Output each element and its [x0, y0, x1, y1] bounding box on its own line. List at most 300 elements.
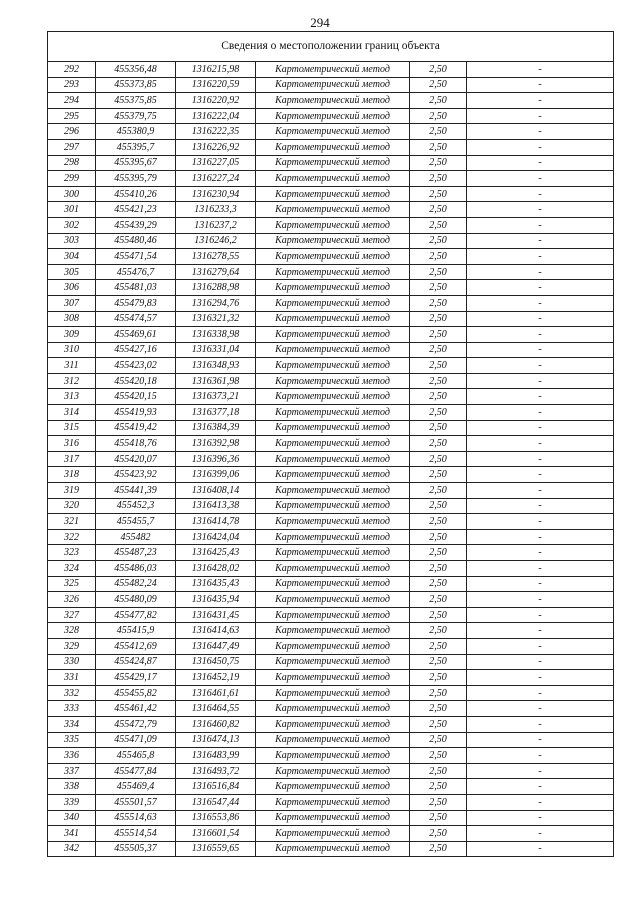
cell-coordinate-y: 1316435,43: [176, 576, 256, 592]
cell-description: -: [467, 794, 614, 810]
cell-coordinate-y: 1316321,32: [176, 311, 256, 327]
table-row: [48, 654, 614, 670]
cell-accuracy: 2,50: [410, 77, 467, 93]
cell-coordinate-x: 455477,82: [96, 607, 176, 623]
cell-point-number: 317: [48, 451, 96, 467]
cell-point-number: 292: [48, 62, 96, 78]
cell-coordinate-x: 455452,3: [96, 498, 176, 514]
cell-description: -: [467, 654, 614, 670]
table-row: [48, 327, 614, 343]
cell-method: Картометрический метод: [256, 420, 410, 436]
cell-point-number: 295: [48, 108, 96, 124]
cell-point-number: 324: [48, 561, 96, 577]
cell-point-number: 318: [48, 467, 96, 483]
cell-point-number: 298: [48, 155, 96, 171]
cell-description: -: [467, 498, 614, 514]
cell-method: Картометрический метод: [256, 841, 410, 857]
cell-coordinate-y: 1316414,78: [176, 514, 256, 530]
table-row: [48, 623, 614, 639]
cell-coordinate-y: 1316348,93: [176, 358, 256, 374]
cell-point-number: 329: [48, 638, 96, 654]
cell-coordinate-x: 455472,79: [96, 716, 176, 732]
cell-coordinate-x: 455419,93: [96, 405, 176, 421]
cell-accuracy: 2,50: [410, 405, 467, 421]
cell-accuracy: 2,50: [410, 155, 467, 171]
cell-accuracy: 2,50: [410, 498, 467, 514]
cell-coordinate-y: 1316373,21: [176, 389, 256, 405]
table-row: [48, 451, 614, 467]
page-number: 294: [310, 15, 330, 30]
cell-description: -: [467, 779, 614, 795]
cell-coordinate-y: 1316559,65: [176, 841, 256, 857]
table-title: Сведения о местоположении границ объекта: [48, 32, 614, 62]
cell-description: -: [467, 592, 614, 608]
table-row: [48, 249, 614, 265]
cell-point-number: 337: [48, 763, 96, 779]
cell-method: Картометрический метод: [256, 202, 410, 218]
table-row: [48, 389, 614, 405]
cell-coordinate-x: 455486,03: [96, 561, 176, 577]
cell-accuracy: 2,50: [410, 451, 467, 467]
cell-method: Картометрический метод: [256, 186, 410, 202]
cell-coordinate-x: 455471,09: [96, 732, 176, 748]
cell-point-number: 303: [48, 233, 96, 249]
cell-accuracy: 2,50: [410, 249, 467, 265]
cell-accuracy: 2,50: [410, 545, 467, 561]
cell-coordinate-y: 1316226,92: [176, 139, 256, 155]
table-row: [48, 592, 614, 608]
cell-description: -: [467, 810, 614, 826]
table-row: [48, 841, 614, 857]
cell-method: Картометрический метод: [256, 264, 410, 280]
table-row: [48, 638, 614, 654]
cell-description: -: [467, 405, 614, 421]
cell-coordinate-y: 1316396,36: [176, 451, 256, 467]
cell-coordinate-x: 455487,23: [96, 545, 176, 561]
cell-point-number: 314: [48, 405, 96, 421]
table-row: [48, 685, 614, 701]
cell-description: -: [467, 389, 614, 405]
table-row: [48, 186, 614, 202]
cell-coordinate-x: 455373,85: [96, 77, 176, 93]
cell-coordinate-x: 455356,48: [96, 62, 176, 78]
cell-coordinate-y: 1316483,99: [176, 748, 256, 764]
cell-accuracy: 2,50: [410, 171, 467, 187]
cell-description: -: [467, 420, 614, 436]
table-row: [48, 561, 614, 577]
table-row: [48, 514, 614, 530]
cell-coordinate-y: 1316377,18: [176, 405, 256, 421]
cell-coordinate-x: 455410,26: [96, 186, 176, 202]
cell-coordinate-y: 1316428,02: [176, 561, 256, 577]
cell-description: -: [467, 358, 614, 374]
cell-description: -: [467, 233, 614, 249]
cell-coordinate-y: 1316474,13: [176, 732, 256, 748]
cell-coordinate-y: 1316450,75: [176, 654, 256, 670]
cell-coordinate-y: 1316288,98: [176, 280, 256, 296]
cell-coordinate-x: 455420,18: [96, 373, 176, 389]
cell-accuracy: 2,50: [410, 436, 467, 452]
cell-coordinate-y: 1316294,76: [176, 295, 256, 311]
cell-coordinate-y: 1316493,72: [176, 763, 256, 779]
table-row: [48, 732, 614, 748]
cell-method: Картометрический метод: [256, 561, 410, 577]
table-row: [48, 124, 614, 140]
cell-point-number: 319: [48, 483, 96, 499]
cell-description: -: [467, 514, 614, 530]
cell-point-number: 330: [48, 654, 96, 670]
cell-coordinate-x: 455469,4: [96, 779, 176, 795]
cell-accuracy: 2,50: [410, 607, 467, 623]
cell-description: -: [467, 716, 614, 732]
cell-coordinate-x: 455505,37: [96, 841, 176, 857]
cell-accuracy: 2,50: [410, 295, 467, 311]
cell-accuracy: 2,50: [410, 420, 467, 436]
cell-coordinate-x: 455379,75: [96, 108, 176, 124]
table-row: [48, 62, 614, 78]
table-row: [48, 779, 614, 795]
cell-coordinate-y: 1316222,04: [176, 108, 256, 124]
cell-coordinate-y: 1316220,59: [176, 77, 256, 93]
cell-description: -: [467, 108, 614, 124]
cell-coordinate-x: 455421,23: [96, 202, 176, 218]
cell-coordinate-x: 455469,61: [96, 327, 176, 343]
cell-accuracy: 2,50: [410, 716, 467, 732]
cell-method: Картометрический метод: [256, 77, 410, 93]
cell-coordinate-y: 1316460,82: [176, 716, 256, 732]
cell-coordinate-y: 1316516,84: [176, 779, 256, 795]
cell-method: Картометрический метод: [256, 514, 410, 530]
table-row: [48, 155, 614, 171]
cell-coordinate-y: 1316230,94: [176, 186, 256, 202]
table-row: [48, 545, 614, 561]
cell-method: Картометрический метод: [256, 592, 410, 608]
cell-accuracy: 2,50: [410, 701, 467, 717]
cell-accuracy: 2,50: [410, 327, 467, 343]
cell-accuracy: 2,50: [410, 467, 467, 483]
cell-point-number: 323: [48, 545, 96, 561]
cell-description: -: [467, 342, 614, 358]
cell-description: -: [467, 638, 614, 654]
cell-method: Картометрический метод: [256, 217, 410, 233]
cell-coordinate-x: 455423,92: [96, 467, 176, 483]
cell-coordinate-x: 455423,02: [96, 358, 176, 374]
cell-coordinate-x: 455415,9: [96, 623, 176, 639]
cell-coordinate-x: 455501,57: [96, 794, 176, 810]
cell-method: Картометрический метод: [256, 748, 410, 764]
cell-coordinate-x: 455474,57: [96, 311, 176, 327]
cell-description: -: [467, 264, 614, 280]
cell-accuracy: 2,50: [410, 139, 467, 155]
cell-point-number: 327: [48, 607, 96, 623]
table-row: [48, 77, 614, 93]
cell-coordinate-y: 1316414,63: [176, 623, 256, 639]
cell-description: -: [467, 467, 614, 483]
cell-accuracy: 2,50: [410, 826, 467, 842]
cell-description: -: [467, 155, 614, 171]
cell-coordinate-y: 1316447,49: [176, 638, 256, 654]
boundary-coordinates-table: [47, 31, 614, 857]
cell-point-number: 302: [48, 217, 96, 233]
table-row: [48, 108, 614, 124]
cell-coordinate-x: 455514,54: [96, 826, 176, 842]
cell-accuracy: 2,50: [410, 264, 467, 280]
cell-point-number: 309: [48, 327, 96, 343]
cell-description: -: [467, 607, 614, 623]
table-row: [48, 826, 614, 842]
cell-point-number: 335: [48, 732, 96, 748]
table-row: [48, 342, 614, 358]
table-row: [48, 139, 614, 155]
cell-method: Картометрический метод: [256, 451, 410, 467]
cell-description: -: [467, 93, 614, 109]
cell-description: -: [467, 701, 614, 717]
cell-coordinate-y: 1316361,98: [176, 373, 256, 389]
cell-description: -: [467, 623, 614, 639]
cell-coordinate-x: 455481,03: [96, 280, 176, 296]
cell-coordinate-x: 455461,42: [96, 701, 176, 717]
cell-coordinate-y: 1316408,14: [176, 483, 256, 499]
cell-coordinate-x: 455455,82: [96, 685, 176, 701]
cell-point-number: 334: [48, 716, 96, 732]
cell-point-number: 328: [48, 623, 96, 639]
cell-point-number: 306: [48, 280, 96, 296]
cell-accuracy: 2,50: [410, 779, 467, 795]
cell-coordinate-x: 455420,07: [96, 451, 176, 467]
cell-coordinate-y: 1316331,04: [176, 342, 256, 358]
cell-method: Картометрический метод: [256, 529, 410, 545]
cell-coordinate-x: 455480,46: [96, 233, 176, 249]
cell-method: Картометрический метод: [256, 389, 410, 405]
cell-coordinate-x: 455395,67: [96, 155, 176, 171]
table-row: [48, 794, 614, 810]
cell-coordinate-y: 1316338,98: [176, 327, 256, 343]
table-row: [48, 716, 614, 732]
cell-coordinate-y: 1316246,2: [176, 233, 256, 249]
table-row: [48, 529, 614, 545]
cell-accuracy: 2,50: [410, 202, 467, 218]
cell-method: Картометрический метод: [256, 311, 410, 327]
cell-accuracy: 2,50: [410, 373, 467, 389]
cell-description: -: [467, 202, 614, 218]
cell-point-number: 320: [48, 498, 96, 514]
cell-coordinate-x: 455455,7: [96, 514, 176, 530]
cell-coordinate-y: 1316425,43: [176, 545, 256, 561]
cell-description: -: [467, 483, 614, 499]
cell-coordinate-x: 455424,87: [96, 654, 176, 670]
table-row: [48, 373, 614, 389]
cell-method: Картометрический метод: [256, 701, 410, 717]
cell-coordinate-x: 455380,9: [96, 124, 176, 140]
table-row: [48, 405, 614, 421]
cell-point-number: 297: [48, 139, 96, 155]
cell-accuracy: 2,50: [410, 62, 467, 78]
cell-point-number: 312: [48, 373, 96, 389]
boundary-table-container: [47, 31, 613, 857]
cell-method: Картометрический метод: [256, 638, 410, 654]
cell-accuracy: 2,50: [410, 654, 467, 670]
cell-coordinate-x: 455482,24: [96, 576, 176, 592]
cell-coordinate-y: 1316227,05: [176, 155, 256, 171]
cell-accuracy: 2,50: [410, 732, 467, 748]
cell-method: Картометрический метод: [256, 249, 410, 265]
cell-coordinate-y: 1316464,55: [176, 701, 256, 717]
cell-point-number: 293: [48, 77, 96, 93]
table-row: [48, 358, 614, 374]
cell-coordinate-y: 1316413,38: [176, 498, 256, 514]
cell-coordinate-x: 455418,76: [96, 436, 176, 452]
cell-accuracy: 2,50: [410, 514, 467, 530]
cell-point-number: 313: [48, 389, 96, 405]
cell-accuracy: 2,50: [410, 389, 467, 405]
cell-method: Картометрический метод: [256, 342, 410, 358]
table-body: [48, 62, 614, 857]
cell-accuracy: 2,50: [410, 217, 467, 233]
cell-method: Картометрический метод: [256, 373, 410, 389]
cell-accuracy: 2,50: [410, 841, 467, 857]
cell-description: -: [467, 186, 614, 202]
cell-description: -: [467, 826, 614, 842]
cell-description: -: [467, 841, 614, 857]
cell-coordinate-y: 1316215,98: [176, 62, 256, 78]
cell-description: -: [467, 249, 614, 265]
cell-accuracy: 2,50: [410, 794, 467, 810]
cell-method: Картометрический метод: [256, 716, 410, 732]
cell-method: Картометрический метод: [256, 607, 410, 623]
cell-coordinate-y: 1316237,2: [176, 217, 256, 233]
cell-method: Картометрический метод: [256, 467, 410, 483]
table-row: [48, 576, 614, 592]
cell-method: Картометрический метод: [256, 810, 410, 826]
table-row: [48, 311, 614, 327]
cell-accuracy: 2,50: [410, 576, 467, 592]
cell-coordinate-x: 455439,29: [96, 217, 176, 233]
cell-accuracy: 2,50: [410, 342, 467, 358]
cell-coordinate-x: 455412,69: [96, 638, 176, 654]
cell-description: -: [467, 327, 614, 343]
cell-method: Картометрический метод: [256, 826, 410, 842]
cell-method: Картометрический метод: [256, 405, 410, 421]
cell-accuracy: 2,50: [410, 561, 467, 577]
cell-point-number: 342: [48, 841, 96, 857]
table-row: [48, 748, 614, 764]
cell-accuracy: 2,50: [410, 685, 467, 701]
cell-accuracy: 2,50: [410, 124, 467, 140]
cell-coordinate-y: 1316384,39: [176, 420, 256, 436]
table-row: [48, 93, 614, 109]
cell-point-number: 307: [48, 295, 96, 311]
cell-coordinate-y: 1316601,54: [176, 826, 256, 842]
table-row: [48, 233, 614, 249]
cell-description: -: [467, 763, 614, 779]
cell-point-number: 341: [48, 826, 96, 842]
cell-method: Картометрический метод: [256, 327, 410, 343]
cell-description: -: [467, 670, 614, 686]
cell-coordinate-y: 1316279,64: [176, 264, 256, 280]
cell-accuracy: 2,50: [410, 810, 467, 826]
cell-description: -: [467, 295, 614, 311]
cell-coordinate-y: 1316220,92: [176, 93, 256, 109]
cell-method: Картометрический метод: [256, 576, 410, 592]
cell-coordinate-x: 455441,39: [96, 483, 176, 499]
cell-point-number: 300: [48, 186, 96, 202]
cell-method: Картометрический метод: [256, 545, 410, 561]
table-title-row: [48, 32, 614, 62]
cell-point-number: 333: [48, 701, 96, 717]
cell-point-number: 304: [48, 249, 96, 265]
cell-method: Картометрический метод: [256, 124, 410, 140]
cell-coordinate-x: 455465,8: [96, 748, 176, 764]
table-row: [48, 420, 614, 436]
cell-description: -: [467, 124, 614, 140]
cell-coordinate-x: 455479,83: [96, 295, 176, 311]
cell-accuracy: 2,50: [410, 483, 467, 499]
table-row: [48, 498, 614, 514]
cell-coordinate-x: 455514,63: [96, 810, 176, 826]
cell-coordinate-x: 455420,15: [96, 389, 176, 405]
cell-coordinate-y: 1316452,19: [176, 670, 256, 686]
table-row: [48, 810, 614, 826]
cell-method: Картометрический метод: [256, 763, 410, 779]
table-row: [48, 483, 614, 499]
cell-point-number: 315: [48, 420, 96, 436]
cell-coordinate-y: 1316278,55: [176, 249, 256, 265]
table-row: [48, 217, 614, 233]
cell-accuracy: 2,50: [410, 748, 467, 764]
cell-point-number: 339: [48, 794, 96, 810]
cell-coordinate-y: 1316233,3: [176, 202, 256, 218]
cell-coordinate-x: 455375,85: [96, 93, 176, 109]
cell-method: Картометрический метод: [256, 233, 410, 249]
cell-coordinate-x: 455477,84: [96, 763, 176, 779]
cell-coordinate-y: 1316392,98: [176, 436, 256, 452]
cell-coordinate-x: 455429,17: [96, 670, 176, 686]
cell-method: Картометрический метод: [256, 483, 410, 499]
cell-method: Картометрический метод: [256, 670, 410, 686]
cell-method: Картометрический метод: [256, 498, 410, 514]
table-row: [48, 171, 614, 187]
cell-coordinate-y: 1316461,61: [176, 685, 256, 701]
cell-point-number: 322: [48, 529, 96, 545]
cell-description: -: [467, 529, 614, 545]
cell-accuracy: 2,50: [410, 592, 467, 608]
cell-description: -: [467, 217, 614, 233]
cell-description: -: [467, 436, 614, 452]
cell-method: Картометрический метод: [256, 171, 410, 187]
cell-method: Картометрический метод: [256, 685, 410, 701]
cell-method: Картометрический метод: [256, 62, 410, 78]
cell-coordinate-x: 455395,79: [96, 171, 176, 187]
cell-point-number: 305: [48, 264, 96, 280]
cell-description: -: [467, 561, 614, 577]
cell-point-number: 294: [48, 93, 96, 109]
cell-accuracy: 2,50: [410, 93, 467, 109]
cell-coordinate-x: 455427,16: [96, 342, 176, 358]
cell-method: Картометрический метод: [256, 108, 410, 124]
cell-method: Картометрический метод: [256, 295, 410, 311]
table-row: [48, 264, 614, 280]
cell-coordinate-x: 455471,54: [96, 249, 176, 265]
table-row: [48, 467, 614, 483]
cell-coordinate-y: 1316435,94: [176, 592, 256, 608]
cell-coordinate-y: 1316431,45: [176, 607, 256, 623]
cell-point-number: 338: [48, 779, 96, 795]
cell-method: Картометрический метод: [256, 779, 410, 795]
cell-coordinate-y: 1316553,86: [176, 810, 256, 826]
cell-description: -: [467, 373, 614, 389]
cell-accuracy: 2,50: [410, 670, 467, 686]
cell-method: Картометрический метод: [256, 93, 410, 109]
